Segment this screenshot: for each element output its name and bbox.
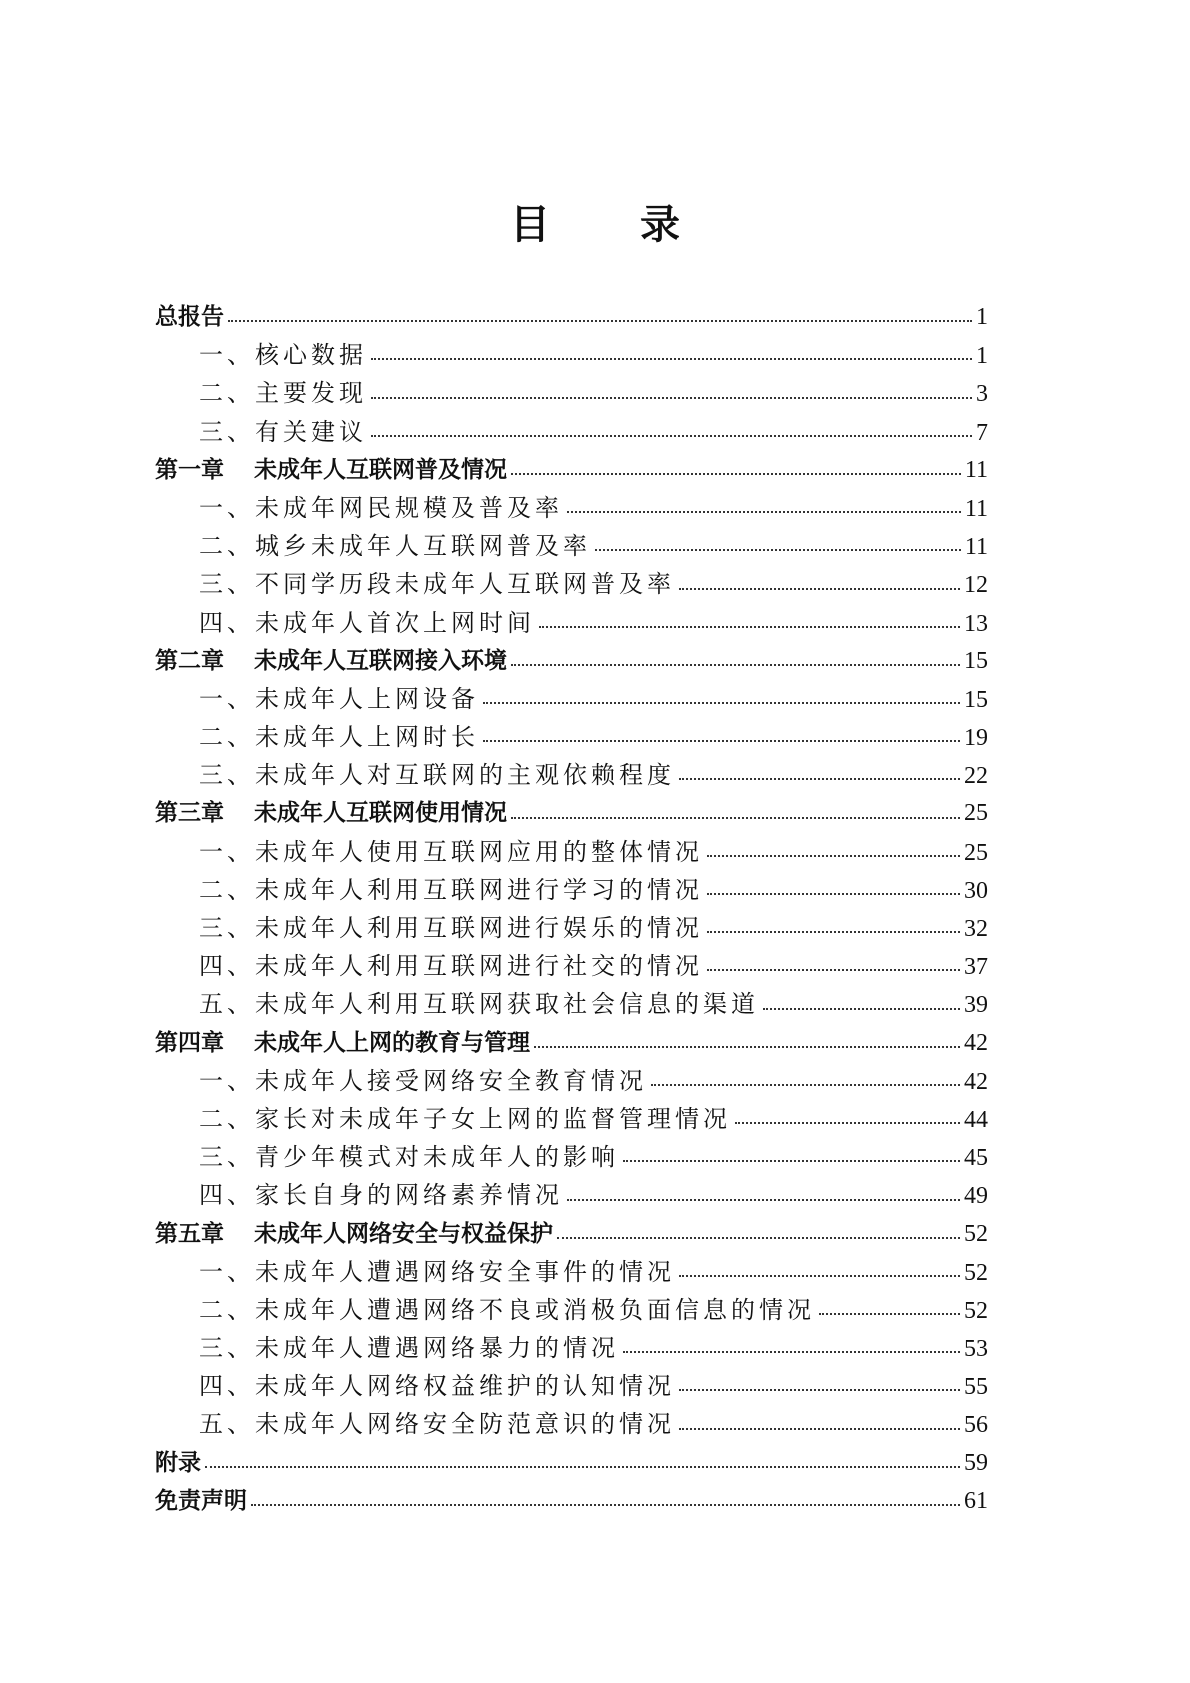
- toc-entry-label: [155, 604, 535, 642]
- toc-entry-text: 一、未成年人使用互联网应用的整体情况: [199, 837, 703, 866]
- toc-section-entry[interactable]: [155, 1253, 988, 1291]
- toc-page-number: 25: [964, 800, 988, 827]
- toc-section-entry[interactable]: [155, 336, 988, 374]
- dot-leader: [623, 1160, 960, 1162]
- dot-leader: [595, 549, 961, 551]
- toc-entry-label: [155, 489, 563, 527]
- dot-leader: [679, 1428, 960, 1430]
- toc-section-entry[interactable]: [155, 833, 988, 871]
- toc-entry-label: [155, 909, 703, 947]
- toc-entry-label: [155, 1062, 647, 1100]
- toc-page-number: 25: [964, 839, 988, 866]
- toc-chapter-number: 第四章: [155, 1029, 224, 1056]
- toc-chapter-number: 第五章: [155, 1220, 224, 1247]
- dot-leader: [679, 778, 960, 780]
- toc-entry-label: [155, 1100, 731, 1138]
- dot-leader: [205, 1466, 960, 1468]
- toc-page-number: 56: [964, 1412, 988, 1439]
- dot-leader: [228, 320, 972, 322]
- toc-page-number: 15: [964, 686, 988, 713]
- toc-section-entry[interactable]: [155, 413, 988, 451]
- toc-page-number: 39: [964, 992, 988, 1019]
- toc-entry-text: 五、未成年人利用互联网获取社会信息的渠道: [199, 990, 759, 1019]
- toc-entry-text: 五、未成年人网络安全防范意识的情况: [199, 1410, 675, 1439]
- dot-leader: [371, 435, 972, 437]
- toc-entry-text: 二、未成年人上网时长: [199, 723, 479, 752]
- dot-leader: [763, 1008, 960, 1010]
- toc-entry-text: 二、主要发现: [199, 379, 367, 408]
- toc-section-entry[interactable]: [155, 1291, 988, 1329]
- toc-entry-label: [155, 871, 703, 909]
- dot-leader: [679, 1389, 960, 1391]
- toc-section-entry[interactable]: [155, 565, 988, 603]
- dot-leader: [567, 511, 961, 513]
- toc-entry-text: 三、未成年人对互联网的主观依赖程度: [199, 761, 675, 790]
- toc-entry-text: 二、家长对未成年子女上网的监督管理情况: [199, 1104, 731, 1133]
- toc-chapter-entry[interactable]: [155, 1482, 988, 1520]
- toc-entry-label: [155, 1176, 563, 1214]
- toc-entry-text: 未成年人网络安全与权益保护: [254, 1220, 553, 1247]
- dot-leader: [483, 740, 960, 742]
- toc-entry-text: 一、未成年人接受网络安全教育情况: [199, 1066, 647, 1095]
- toc-chapter-entry[interactable]: [155, 794, 988, 832]
- dot-leader: [707, 931, 960, 933]
- dot-leader: [539, 626, 960, 628]
- dot-leader: [623, 1351, 960, 1353]
- dot-leader: [707, 855, 960, 857]
- toc-entry-text: 三、未成年人利用互联网进行娱乐的情况: [199, 914, 703, 942]
- toc-entry-text: 一、未成年网民规模及普及率: [199, 493, 563, 522]
- toc-page-number: 30: [964, 877, 988, 904]
- toc-entry-label: [155, 1444, 201, 1482]
- toc-entry-text: 未成年人互联网使用情况: [254, 800, 507, 827]
- toc-entry-text: 三、青少年模式对未成年人的影响: [199, 1143, 619, 1172]
- toc-page-number: 11: [964, 495, 988, 522]
- toc-entry-text: 三、不同学历段未成年人互联网普及率: [199, 570, 675, 599]
- toc-entry-text: 四、未成年人网络权益维护的认知情况: [199, 1372, 675, 1401]
- toc-page-number: 52: [964, 1259, 988, 1286]
- toc-entry-label: [155, 833, 703, 871]
- toc-entry-text: 一、核心数据: [199, 341, 367, 370]
- toc-entry-label: [155, 680, 479, 718]
- toc-page-number: 61: [964, 1487, 988, 1514]
- toc-section-entry[interactable]: [155, 374, 988, 412]
- toc-entry-label: [155, 1367, 675, 1405]
- dot-leader: [371, 397, 972, 399]
- toc-entry-label: [155, 1253, 675, 1291]
- toc-entry-text: 二、未成年人遭遇网络不良或消极负面信息的情况: [199, 1295, 815, 1324]
- toc-entry-label: [155, 642, 507, 680]
- toc-entry-text: 二、未成年人利用互联网进行学习的情况: [199, 875, 703, 904]
- toc-entry-label: [155, 413, 367, 451]
- toc-entry-text: 四、未成年人首次上网时间: [199, 608, 535, 637]
- toc-page-number: 1: [976, 343, 988, 370]
- toc-entry-label: [155, 718, 479, 756]
- toc-page-number: 37: [964, 954, 988, 981]
- toc-section-entry[interactable]: [155, 1329, 988, 1367]
- toc-page-number: 22: [964, 763, 988, 790]
- toc-section-entry[interactable]: [155, 756, 988, 794]
- toc-entry-label: [155, 451, 507, 489]
- toc-section-entry[interactable]: [155, 947, 988, 985]
- toc-chapter-entry[interactable]: [155, 1444, 988, 1482]
- toc-entry-text: 附录: [155, 1449, 201, 1476]
- toc-entry-label: [155, 947, 703, 985]
- toc-entry-label: [155, 794, 507, 832]
- toc-page-number: 49: [964, 1183, 988, 1210]
- toc-entry-label: [155, 1024, 530, 1062]
- toc-entry-text: 未成年人互联网普及情况: [254, 456, 507, 483]
- toc-entry-label: [155, 985, 759, 1023]
- toc-chapter-entry[interactable]: [155, 298, 988, 336]
- toc-page-number: 11: [964, 456, 988, 483]
- toc-section-entry[interactable]: [155, 1405, 988, 1443]
- toc-entry-label: [155, 1405, 675, 1443]
- dot-leader: [679, 588, 960, 590]
- toc-chapter-number: 第一章: [155, 456, 224, 483]
- toc-page-number: 1: [976, 304, 988, 330]
- toc-entry-label: [155, 565, 675, 603]
- page-title: 目 录: [510, 202, 718, 248]
- toc-entry-text: 一、未成年人遭遇网络安全事件的情况: [199, 1257, 675, 1286]
- dot-leader: [707, 893, 960, 895]
- toc-entry-label: [155, 1215, 553, 1253]
- dot-leader: [707, 969, 960, 971]
- toc-entry-text: 四、家长自身的网络素养情况: [199, 1181, 563, 1210]
- toc-page-number: 55: [964, 1374, 988, 1401]
- toc-section-entry[interactable]: [155, 1367, 988, 1405]
- dot-leader: [819, 1313, 960, 1315]
- toc-page-number: 13: [964, 610, 988, 637]
- dot-leader: [651, 1084, 960, 1086]
- toc-entry-text: 三、有关建议: [199, 417, 367, 446]
- toc-entry-text: 三、未成年人遭遇网络暴力的情况: [199, 1334, 619, 1363]
- toc-entry-text: 免责声明: [155, 1487, 247, 1514]
- toc-section-entry[interactable]: [155, 489, 988, 527]
- toc-page-number: 52: [964, 1297, 988, 1324]
- toc-section-entry[interactable]: [155, 527, 988, 565]
- toc-entry-label: [155, 756, 675, 794]
- toc-section-entry[interactable]: [155, 985, 988, 1023]
- toc-page-number: 53: [964, 1336, 988, 1363]
- toc-entry-text: 总报告: [155, 304, 224, 330]
- toc-section-entry[interactable]: [155, 718, 988, 756]
- toc-page-number: 45: [964, 1145, 988, 1172]
- dot-leader: [567, 1199, 960, 1201]
- toc-page-number: 42: [964, 1068, 988, 1095]
- toc-page-number: 44: [964, 1106, 988, 1133]
- dot-leader: [371, 358, 972, 360]
- dot-leader: [511, 473, 961, 475]
- table-of-contents: [155, 298, 988, 1520]
- toc-page-number: 59: [964, 1449, 988, 1476]
- dot-leader: [483, 702, 960, 704]
- toc-section-entry[interactable]: [155, 1062, 988, 1100]
- toc-page-number: 15: [964, 647, 988, 674]
- toc-entry-label: [155, 1329, 619, 1367]
- toc-page-number: 3: [976, 381, 988, 408]
- toc-entry-label: [155, 336, 367, 374]
- dot-leader: [511, 817, 960, 819]
- toc-entry-label: [155, 1138, 619, 1176]
- dot-leader: [735, 1122, 960, 1124]
- toc-entry-text: 二、城乡未成年人互联网普及率: [199, 532, 591, 561]
- toc-section-entry[interactable]: [155, 1176, 988, 1214]
- dot-leader: [511, 664, 960, 666]
- toc-entry-label: [155, 298, 224, 336]
- toc-chapter-entry[interactable]: [155, 1024, 988, 1062]
- toc-entry-text: 一、未成年人上网设备: [199, 684, 479, 713]
- dot-leader: [251, 1504, 960, 1506]
- toc-entry-text: 四、未成年人利用互联网进行社交的情况: [199, 952, 703, 981]
- toc-page-number: 32: [964, 916, 988, 942]
- toc-chapter-number: 第三章: [155, 800, 224, 827]
- toc-section-entry[interactable]: [155, 1100, 988, 1138]
- dot-leader: [534, 1046, 960, 1048]
- dot-leader: [679, 1275, 960, 1277]
- toc-section-entry[interactable]: [155, 680, 988, 718]
- toc-entry-label: [155, 527, 591, 565]
- dot-leader: [557, 1237, 960, 1239]
- toc-entry-label: [155, 1291, 815, 1329]
- toc-chapter-entry[interactable]: [155, 451, 988, 489]
- toc-page-number: 7: [976, 419, 988, 446]
- toc-section-entry[interactable]: [155, 1138, 988, 1176]
- toc-section-entry[interactable]: [155, 871, 988, 909]
- toc-page-number: 52: [964, 1220, 988, 1247]
- toc-entry-label: [155, 1482, 247, 1520]
- toc-page-number: 12: [964, 572, 988, 599]
- toc-section-entry[interactable]: [155, 604, 988, 642]
- toc-chapter-number: 第二章: [155, 647, 224, 674]
- toc-entry-text: 未成年人上网的教育与管理: [254, 1029, 530, 1056]
- toc-chapter-entry[interactable]: [155, 1215, 988, 1253]
- toc-section-entry[interactable]: [155, 909, 988, 947]
- toc-page-number: 19: [964, 725, 988, 752]
- toc-page-number: 42: [964, 1029, 988, 1056]
- toc-entry-label: [155, 374, 367, 412]
- toc-entry-text: 未成年人互联网接入环境: [254, 647, 507, 674]
- toc-chapter-entry[interactable]: [155, 642, 988, 680]
- toc-page-number: 11: [964, 534, 988, 561]
